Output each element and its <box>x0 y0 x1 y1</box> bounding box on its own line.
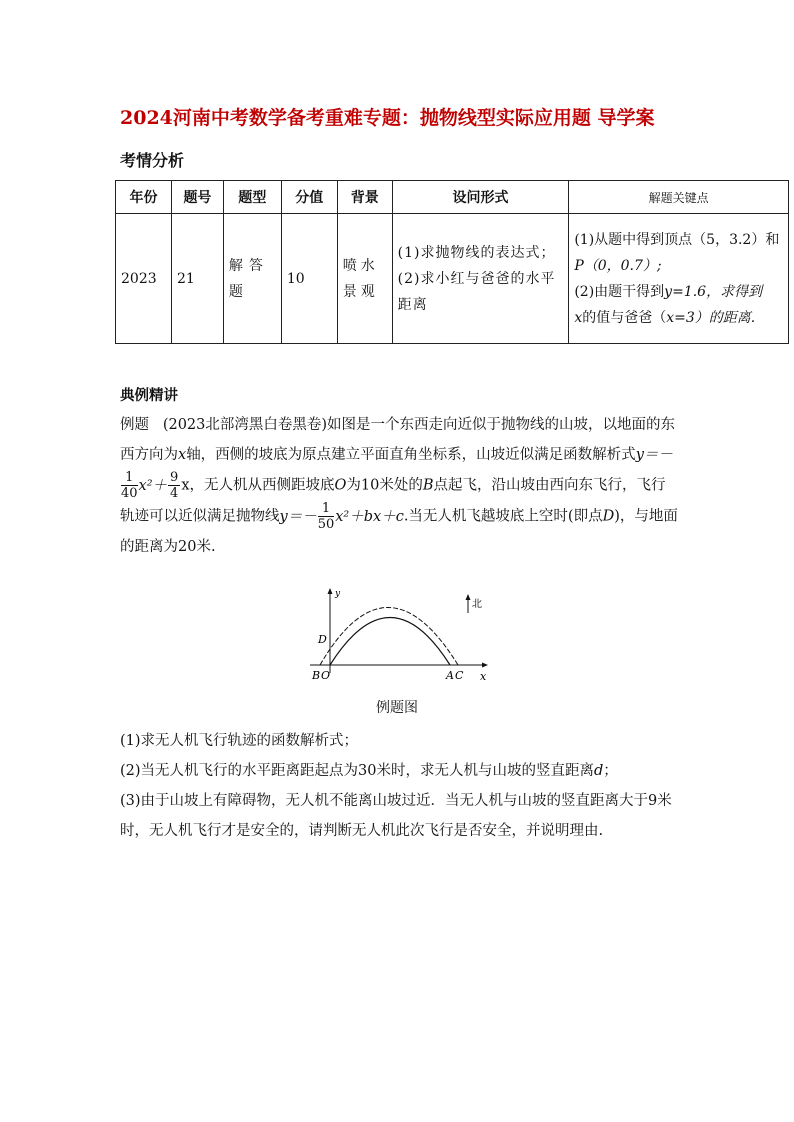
key-point-text: (1)从题中得到顶点（5，3.2）和 <box>574 231 780 248</box>
header-type: 题型 <box>223 181 281 214</box>
cell-key-points <box>569 214 789 344</box>
eq-part: x²＋ <box>138 477 168 494</box>
denominator: 50 <box>317 517 335 532</box>
eq-part: y＝－ <box>279 508 317 525</box>
var-x: x <box>178 447 187 463</box>
table-header-row <box>116 181 789 214</box>
example-problem <box>120 410 678 562</box>
example-text: 为10米处的 <box>346 477 423 494</box>
equation-flight <box>279 501 404 532</box>
flight-curve <box>320 608 458 666</box>
header-year: 年份 <box>116 181 172 214</box>
example-text: .当无人机飞越坡底上空时(即点 <box>403 508 603 525</box>
section-heading-examples: 典例精讲 <box>120 387 178 404</box>
cell-year: 2023 <box>116 214 172 344</box>
point-d-label: D <box>318 633 327 646</box>
point-c-label: C <box>455 669 464 682</box>
example-text: 轴，西侧的坡底为原点建立平面直角坐标系，山坡近似满足函数解析式 <box>186 447 636 463</box>
question-3: (3)由于山坡上有障碍物，无人机不能离山坡过近．当无人机与山坡的竖直距离大于9米时，无人机飞行才是安全的，请判断无人机此次飞行是否安全，并说明理由. <box>120 793 672 839</box>
header-question-form: 设问形式 <box>392 181 569 214</box>
point-b-label: B <box>312 669 321 682</box>
key-point-y: y=1.6，求得到 <box>664 283 763 300</box>
question-1: (1)求无人机飞行轨迹的函数解析式； <box>120 733 359 749</box>
key-point-x3: x=3）的距离. <box>666 309 756 326</box>
header-background: 背景 <box>337 181 392 214</box>
north-label: 北 <box>472 599 482 610</box>
header-score: 分值 <box>281 181 337 214</box>
cell-type: 解答题 <box>223 214 281 344</box>
cell-question-form: (1)求抛物线的表达式；(2)求小红与爸爸的水平距离 <box>392 214 569 344</box>
numerator: 9 <box>170 470 179 485</box>
x-axis-label: x <box>480 670 487 683</box>
header-key-points: 解题关键点 <box>569 181 789 214</box>
key-point-text: (2)由题干得到 <box>574 283 665 300</box>
var-d: d <box>594 763 604 779</box>
numerator: 1 <box>121 470 138 486</box>
key-point-x: x <box>574 309 583 326</box>
section-heading-analysis: 考情分析 <box>120 151 185 170</box>
fraction <box>121 470 138 501</box>
denominator: 40 <box>121 486 138 501</box>
north-arrow-head <box>466 594 471 600</box>
y-axis-label: y <box>335 589 341 599</box>
fraction <box>168 470 180 501</box>
cell-background: 喷水景观 <box>337 214 392 344</box>
y-axis-arrow <box>328 588 333 594</box>
cell-number: 21 <box>171 214 223 344</box>
sub-questions <box>120 726 678 846</box>
cell-score: 10 <box>281 214 337 344</box>
point-o-label: O <box>321 669 331 682</box>
hill-curve <box>330 618 450 666</box>
header-number: 题号 <box>171 181 223 214</box>
figure-caption: 例题图 <box>376 700 418 716</box>
example-label: 例题 <box>120 417 149 433</box>
var-d: D <box>602 508 615 525</box>
question-2-end: ； <box>603 763 618 779</box>
var-b: B <box>422 477 434 494</box>
denominator: 4 <box>170 486 179 501</box>
example-text: )，与地面的距离为20米. <box>120 508 678 555</box>
example-text: 点起飞，沿山坡由西向东飞行，飞行轨迹可以近似满足抛物线 <box>120 477 666 525</box>
key-point-text: 的值与爸爸（ <box>582 309 667 326</box>
example-text: x，无人机从西侧距坡底 <box>181 477 335 494</box>
x-axis-arrow <box>482 663 488 668</box>
table-row <box>116 214 789 344</box>
var-o: O <box>334 477 347 494</box>
eq-part: x²＋bx＋c <box>335 508 404 525</box>
document-title: 2024河南中考数学备考重难专题：抛物线型实际应用题 导学案 <box>120 107 655 129</box>
example-figure <box>300 585 500 685</box>
question-2-text: (2)当无人机飞行的水平距离距起点为30米时，求无人机与山坡的竖直距离 <box>120 763 594 779</box>
exam-analysis-table <box>115 180 789 344</box>
point-a-label: A <box>446 669 454 682</box>
numerator: 1 <box>318 501 335 517</box>
example-text: (2023北部湾黑白卷黑卷)如图是一个东西走向近似于抛物线的山坡，以地面的东西方向为 <box>120 417 676 463</box>
fraction <box>318 501 335 532</box>
eq-part: y＝－ <box>635 447 673 463</box>
key-point-p: P（0，0.7）; <box>574 257 662 274</box>
question-2 <box>120 756 678 786</box>
